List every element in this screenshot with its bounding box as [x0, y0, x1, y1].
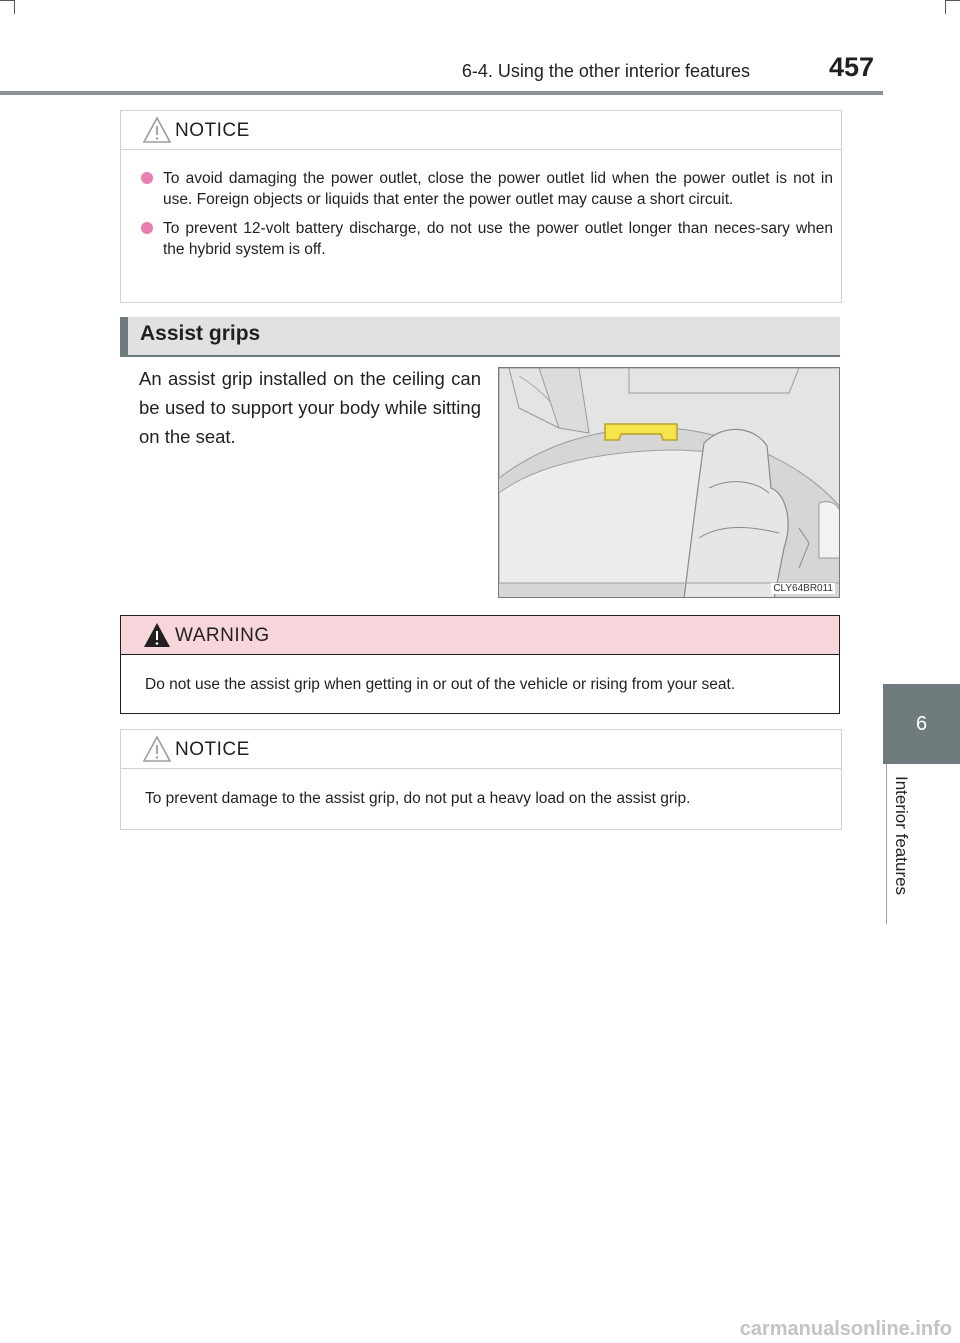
notice-bullet	[121, 168, 841, 210]
warning-box	[120, 615, 840, 714]
header-rule	[0, 91, 883, 95]
crop-mark	[0, 0, 14, 1]
caution-triangle-icon	[142, 116, 172, 144]
crop-mark	[945, 0, 946, 14]
bullet-dot-icon	[141, 222, 153, 234]
crop-mark	[14, 0, 15, 14]
page-number: 457	[828, 52, 874, 82]
crop-mark	[946, 0, 960, 1]
watermark: carmanualsonline.info	[739, 1318, 952, 1340]
notice-box-assist-grip	[120, 729, 842, 830]
section-accent	[120, 317, 128, 355]
notice-text: To prevent damage to the assist grip, do not put a heavy load on the assist grip.	[145, 790, 691, 807]
notice-box-outlet	[120, 110, 842, 303]
illustration-code: CLY64BR011	[773, 583, 833, 594]
notice-header	[121, 111, 841, 150]
chapter-tab	[883, 684, 960, 764]
notice-title: NOTICE	[175, 739, 250, 760]
warning-triangle-icon	[142, 621, 172, 649]
section-body-text: An assist grip installed on the ceiling can be used to support your body while sitting on the seat.	[139, 368, 481, 447]
bullet-dot-icon	[141, 172, 153, 184]
chapter-label-text: Interior features	[892, 776, 911, 896]
car-interior-drawing	[499, 368, 840, 598]
warning-title: WARNING	[175, 625, 270, 646]
header-title: 6-4. Using the other interior features	[461, 61, 750, 81]
notice-header	[121, 730, 841, 769]
notice-bullet	[121, 218, 841, 260]
notice-bullet-text: To avoid damaging the power outlet, close the power outlet lid when the power outlet is not in use. Foreign objects or liquids that enter the power outlet may cause a short circuit.	[163, 170, 833, 208]
section-title: Assist grips	[140, 322, 261, 345]
notice-title: NOTICE	[175, 120, 250, 141]
chapter-number: 6	[915, 713, 928, 735]
warning-text: Do not use the assist grip when getting in or out of the vehicle or rising from your seat.	[145, 676, 736, 693]
section-heading	[120, 317, 840, 357]
notice-bullet-text: To prevent 12-volt battery discharge, do not use the power outlet longer than neces-sary when the hybrid system is off.	[163, 220, 833, 258]
assist-grip-illustration	[498, 367, 840, 598]
chapter-label	[889, 776, 913, 916]
caution-triangle-icon	[142, 735, 172, 763]
warning-header	[121, 616, 839, 655]
side-divider	[886, 764, 887, 924]
